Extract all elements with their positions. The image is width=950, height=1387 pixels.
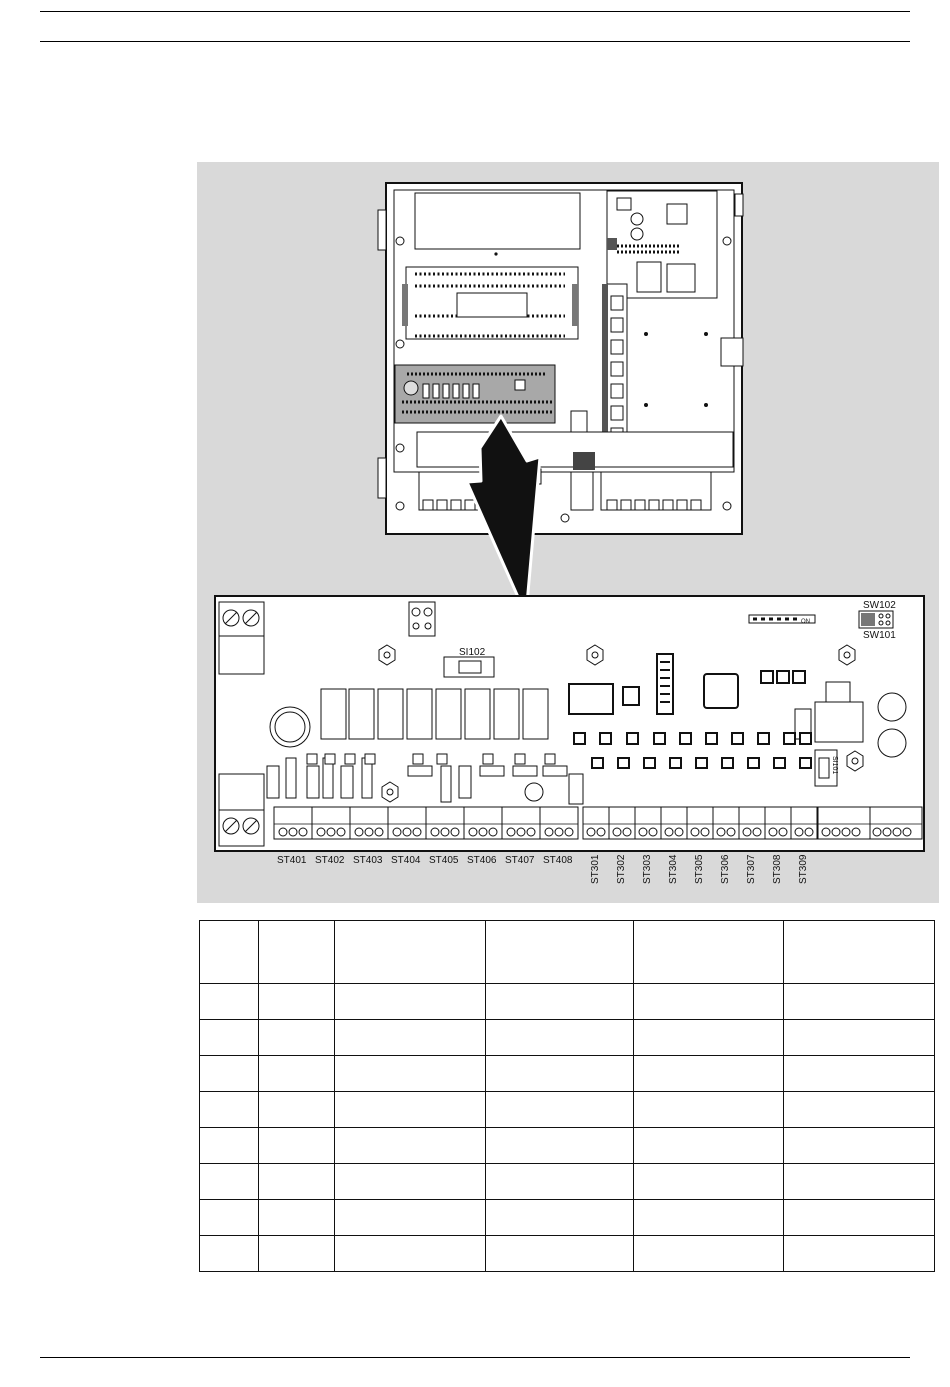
table-cell (200, 1128, 259, 1164)
board-illustration (197, 162, 939, 903)
table-cell (634, 1128, 784, 1164)
terminal-label-st305: ST305 (694, 854, 705, 884)
si102-label: SI102 (459, 647, 486, 658)
table-cell (200, 1092, 259, 1128)
table-row (200, 984, 935, 1020)
table-cell (784, 984, 935, 1020)
terminal-label-st406: ST406 (467, 855, 497, 866)
table-cell (485, 984, 634, 1020)
footer-rule (40, 1357, 910, 1358)
table-cell (334, 1092, 485, 1128)
table-cell (334, 1020, 485, 1056)
table-cell (634, 921, 784, 984)
table-cell (200, 1200, 259, 1236)
table-cell (634, 1056, 784, 1092)
table-cell (485, 1020, 634, 1056)
terminal-label-st307: ST307 (746, 854, 757, 884)
table-cell (334, 1056, 485, 1092)
table-cell (784, 921, 935, 984)
terminal-label-st301: ST301 (590, 854, 601, 884)
table-row (200, 1056, 935, 1092)
table-row (200, 1164, 935, 1200)
terminal-table (199, 920, 935, 1272)
table-cell (784, 1164, 935, 1200)
table-cell (784, 1056, 935, 1092)
table-row (200, 1236, 935, 1272)
table-cell (258, 1128, 334, 1164)
table-cell (334, 1236, 485, 1272)
terminal-label-st403: ST403 (353, 855, 383, 866)
table-row (200, 1200, 935, 1236)
table-cell (634, 1092, 784, 1128)
table-row (200, 1128, 935, 1164)
table-cell (485, 1200, 634, 1236)
terminal-label-st407: ST407 (505, 855, 535, 866)
table-cell (200, 1236, 259, 1272)
table-cell (784, 1236, 935, 1272)
table-header-row (200, 921, 935, 984)
terminal-label-st405: ST405 (429, 855, 459, 866)
header-rule-top (40, 11, 910, 12)
table-cell (334, 1128, 485, 1164)
table-cell (485, 921, 634, 984)
table-cell (258, 1164, 334, 1200)
table-cell (334, 921, 485, 984)
vertical-terminal-labels (590, 854, 809, 884)
terminal-label-st303: ST303 (642, 854, 653, 884)
table-cell (258, 984, 334, 1020)
table-cell (485, 1236, 634, 1272)
terminal-label-st408: ST408 (543, 855, 573, 866)
table-cell (485, 1128, 634, 1164)
terminal-label-st402: ST402 (315, 855, 345, 866)
si101-label: SI101 (831, 756, 838, 775)
terminal-label-st309: ST309 (798, 854, 809, 884)
table-cell (634, 1020, 784, 1056)
table-cell (485, 1092, 634, 1128)
table-row (200, 1092, 935, 1128)
sw102-label: SW102 (863, 600, 896, 611)
table-cell (485, 1056, 634, 1092)
table-cell (200, 984, 259, 1020)
terminal-label-st304: ST304 (668, 854, 679, 884)
table-cell (258, 1056, 334, 1092)
table-cell (334, 1200, 485, 1236)
table-cell (784, 1020, 935, 1056)
table-cell (258, 1092, 334, 1128)
figure-board-location (197, 162, 939, 903)
terminal-label-st306: ST306 (720, 854, 731, 884)
bottom-terminal-labels (277, 855, 573, 866)
terminal-label-st401: ST401 (277, 855, 307, 866)
table-cell (634, 1200, 784, 1236)
table-cell (200, 1020, 259, 1056)
table-cell (634, 1236, 784, 1272)
detail-board (215, 596, 924, 851)
terminal-label-st302: ST302 (616, 854, 627, 884)
table-cell (200, 1056, 259, 1092)
table-row (200, 1020, 935, 1056)
terminal-label-st308: ST308 (772, 854, 783, 884)
table-cell (634, 984, 784, 1020)
table-cell (784, 1128, 935, 1164)
table-cell (485, 1164, 634, 1200)
terminal-label-st404: ST404 (391, 855, 421, 866)
table-cell (784, 1200, 935, 1236)
table-cell (200, 1164, 259, 1200)
table-cell (258, 1236, 334, 1272)
enclosure-overview (378, 183, 743, 534)
sw101-label: SW101 (863, 630, 896, 641)
terminal-strip (274, 807, 922, 839)
table-cell (784, 1092, 935, 1128)
table-cell (634, 1164, 784, 1200)
table-cell (200, 921, 259, 984)
table-cell (334, 1164, 485, 1200)
header-rule-bottom (40, 41, 910, 42)
table-cell (258, 1020, 334, 1056)
table-cell (258, 1200, 334, 1236)
dip-on-label: ON (801, 619, 810, 625)
table-cell (334, 984, 485, 1020)
table-cell (258, 921, 334, 984)
